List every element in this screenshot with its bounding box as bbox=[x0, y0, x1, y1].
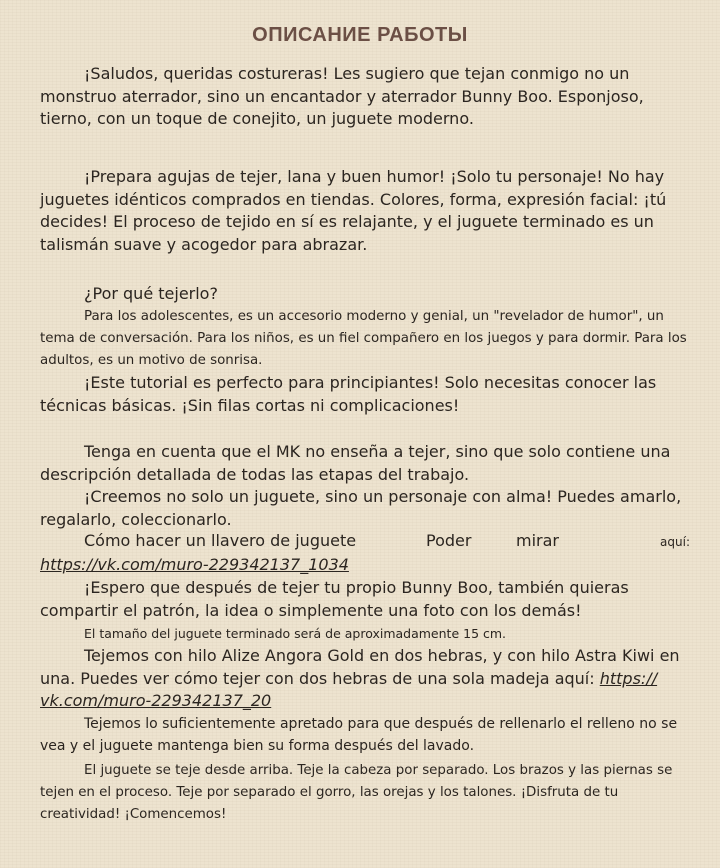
keychain-line bbox=[40, 531, 690, 555]
yarn-text: Tejemos con hilo Alize Angora Gold en dos hebras, y con hilo Astra Kiwi en una. Puedes ver cómo tejer con dos hebras de una sola madeja aquí: bbox=[40, 646, 680, 688]
paragraph-audiences: Para los adolescentes, es un accesorio moderno y genial, un "revelador de humor", un tema de conversación. Para los niños, es un fiel compañero en los juegos y para dormir. Para los adultos, es un motivo de sonrisa. bbox=[40, 309, 687, 368]
keychain-text: Cómo hacer un llavero de juguete bbox=[84, 531, 357, 550]
paragraph-soul: ¡Creemos no solo un juguete, sino un personaje con alma! Puedes amarlo, regalarlo, coleccionarlo. bbox=[40, 487, 682, 529]
paragraph-order: El juguete se teje desde arriba. Teje la cabeza por separado. Los brazos y las piernas se tejen en el proceso. Teje por separado el gorro, las orejas y los talones. ¡Disfruta de tu creatividad! ¡Comencemos! bbox=[40, 763, 673, 822]
yarn-link[interactable]: https:// vk.com/muro-229342137_20 bbox=[40, 668, 658, 710]
keychain-mirar: mirar bbox=[516, 531, 559, 550]
paragraph-size: El tamaño del juguete terminado será de aproximadamente 15 cm. bbox=[84, 626, 507, 641]
paragraph-tight: Tejemos lo suficientemente apretado para que después de rellenarlo el relleno no se vea y el juguete mantenga bien su forma después del lavado. bbox=[40, 716, 678, 754]
paragraph-why-heading: ¿Por qué tejerlo? bbox=[84, 284, 218, 303]
paragraph-note: Tenga en cuenta que el MK no enseña a tejer, sino que solo contiene una descripción detallada de todas las etapas del trabajo. bbox=[40, 442, 671, 484]
paragraph-beginners: ¡Este tutorial es perfecto para principiantes! Solo necesitas conocer las técnicas básicas. ¡Sin filas cortas ni complicaciones! bbox=[40, 373, 657, 415]
paragraph-yarn bbox=[40, 645, 690, 713]
keychain-link[interactable]: https://vk.com/muro-229342137_1034 bbox=[40, 555, 349, 574]
paragraph-prepare: ¡Prepara agujas de tejer, lana y buen humor! ¡Solo tu personaje! No hay juguetes idénticos comprados en tiendas. Colores, forma, expresión facial: ¡tú decides! El proceso de tejido en sí es relajante, y el juguete terminado es un talismán suave y acogedor para abrazar. bbox=[40, 167, 667, 254]
keychain-poder: Poder bbox=[426, 531, 472, 550]
page-title: ОПИСАНИЕ РАБОТЫ bbox=[252, 24, 468, 46]
paragraph-greeting: ¡Saludos, queridas costureras! Les sugiero que tejan conmigo no un monstruo aterrador, sino un encantador y aterrador Bunny Boo. Esponjoso, tierno, con un toque de conejito, un juguete moderno. bbox=[40, 64, 644, 128]
paragraph-share: ¡Espero que después de tejer tu propio Bunny Boo, también quieras compartir el patrón, la idea o simplemente una foto con los demás! bbox=[40, 578, 629, 620]
keychain-aqui: aquí: bbox=[660, 535, 690, 549]
